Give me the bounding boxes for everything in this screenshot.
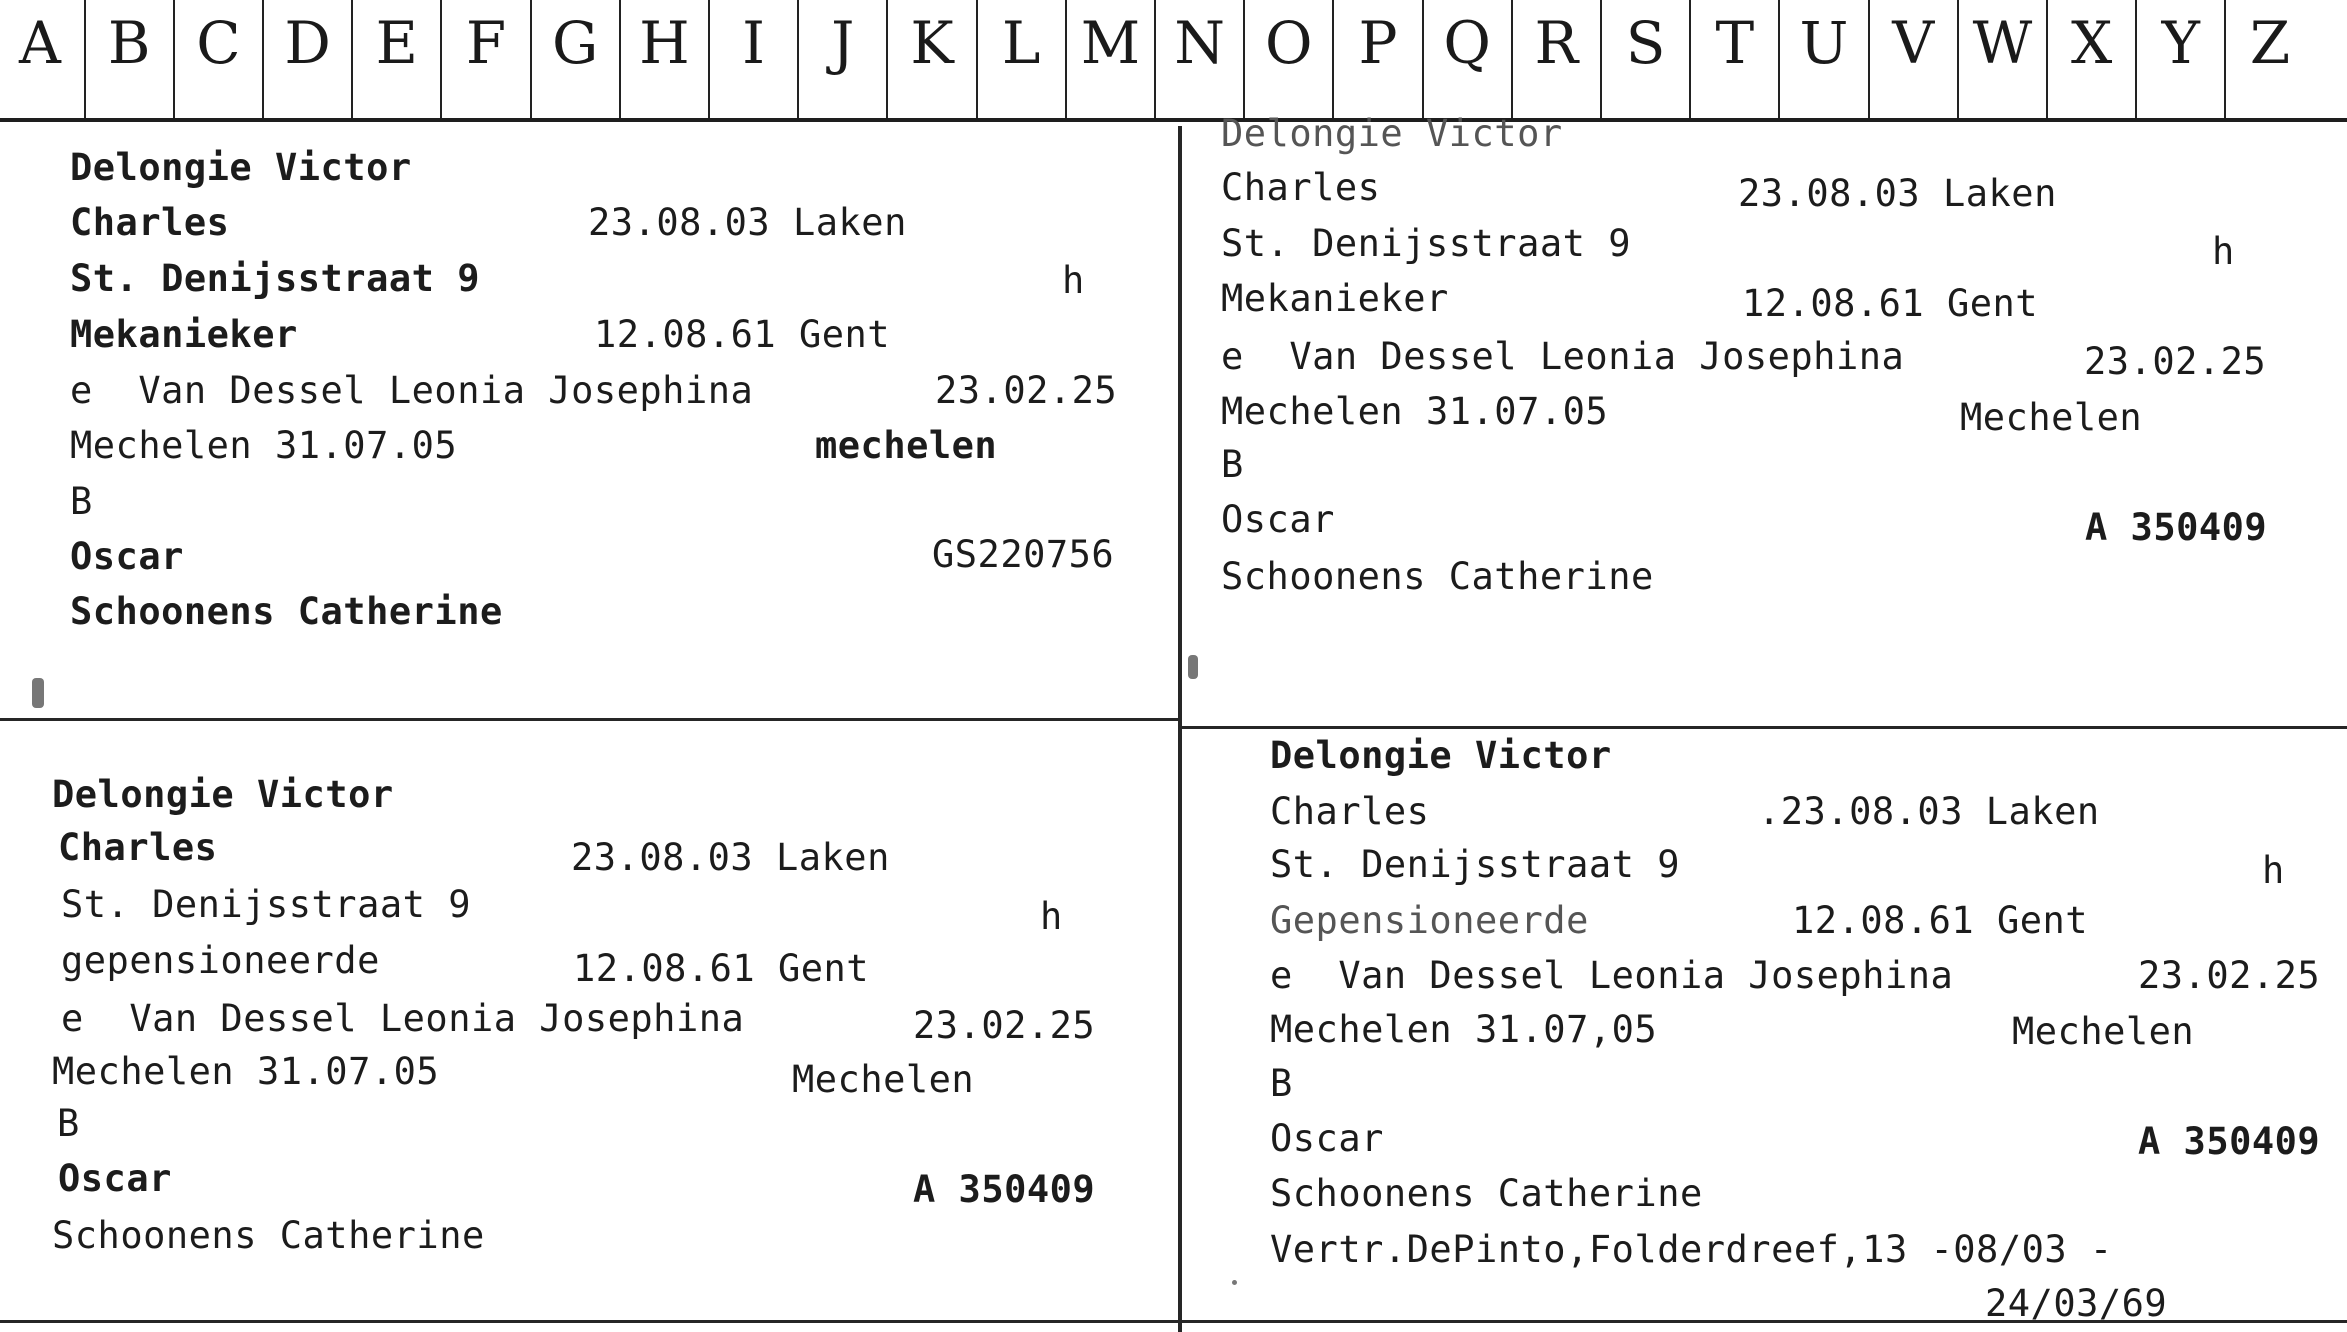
alphabet-letter-q: Q: [1443, 9, 1491, 77]
alphabet-separator: [1422, 0, 1424, 118]
card-second-name: Charles: [58, 826, 218, 869]
alphabet-letter-a: A: [19, 9, 61, 77]
card-spouse-place: Mechelen: [2012, 1010, 2195, 1053]
alphabet-separator: [1511, 0, 1513, 118]
alphabet-separator: [84, 0, 86, 118]
card-spouse-date: 23.02.25: [913, 1004, 1096, 1047]
alphabet-separator: [1065, 0, 1067, 118]
card-event: 12.08.61 Gent: [573, 947, 870, 990]
alphabet-separator: [619, 0, 621, 118]
card-reference: A 350409: [2138, 1120, 2321, 1163]
alphabet-letter-i: I: [742, 9, 766, 77]
card-father: Oscar: [1221, 498, 1335, 541]
alphabet-separator: [1868, 0, 1870, 118]
alphabet-separator: [1778, 0, 1780, 118]
alphabet-separator: [2224, 0, 2226, 118]
card-letter: B: [57, 1102, 80, 1145]
alphabet-letter-h: H: [639, 9, 690, 77]
alphabet-index-strip: [0, 0, 2347, 122]
alphabet-letter-p: P: [1358, 9, 1398, 77]
card-mother: Schoonens Catherine: [52, 1214, 485, 1257]
alphabet-separator: [351, 0, 353, 118]
card-name: Delongie Victor: [1221, 112, 1563, 155]
alphabet-letter-z: Z: [2249, 9, 2291, 77]
card-spouse-place: Mechelen: [1960, 396, 2143, 439]
card-second-name: Charles: [70, 201, 230, 244]
card-letter: B: [70, 480, 93, 523]
card-spouse-birthplace: Mechelen 31.07.05: [70, 424, 458, 467]
card-mother: Schoonens Catherine: [70, 590, 503, 633]
card-occupation: gepensioneerde: [61, 939, 380, 982]
alphabet-separator: [262, 0, 264, 118]
alphabet-letter-v: V: [1892, 9, 1935, 77]
card-spouse: e Van Dessel Leonia Josephina: [61, 997, 745, 1040]
alphabet-letter-b: B: [107, 9, 151, 77]
card-spouse-place: mechelen: [815, 424, 998, 467]
alphabet-letter-u: U: [1799, 9, 1849, 77]
card-letter: B: [1270, 1062, 1293, 1105]
alphabet-separator: [1154, 0, 1156, 118]
card-sex: h: [1062, 259, 1085, 302]
alphabet-separator: [1600, 0, 1602, 118]
card-occupation: Mekanieker: [70, 313, 298, 356]
alphabet-separator: [2135, 0, 2137, 118]
card-second-name: Charles: [1221, 166, 1381, 209]
card-street: St. Denijsstraat 9: [70, 257, 480, 300]
alphabet-separator: [1243, 0, 1245, 118]
card-street: St. Denijsstraat 9: [1221, 222, 1631, 265]
alphabet-separator: [1957, 0, 1959, 118]
right-horizontal-divider: [1182, 726, 2347, 729]
card-event: 12.08.61 Gent: [594, 313, 891, 356]
card-mother: Schoonens Catherine: [1270, 1172, 1703, 1215]
card-reference: GS220756: [932, 533, 1115, 576]
card-mother: Schoonens Catherine: [1221, 555, 1654, 598]
card-letter: B: [1221, 443, 1244, 486]
card-name: Delongie Victor: [52, 773, 394, 816]
alphabet-letter-w: W: [1972, 9, 2033, 77]
card-father: Oscar: [70, 535, 184, 578]
card-sex: h: [2212, 230, 2235, 273]
alphabet-separator: [976, 0, 978, 118]
alphabet-letter-k: K: [910, 9, 954, 77]
alphabet-letter-m: M: [1080, 9, 1141, 77]
card-father: Oscar: [58, 1157, 172, 1200]
card-father: Oscar: [1270, 1117, 1384, 1160]
card-note-date: 24/03/69: [1985, 1282, 2168, 1325]
alphabet-letter-d: D: [284, 9, 331, 77]
alphabet-letter-n: N: [1174, 9, 1225, 77]
card-spouse-place: Mechelen: [792, 1058, 975, 1101]
alphabet-separator: [2046, 0, 2048, 118]
card-birth: .23.08.03 Laken: [1758, 790, 2100, 833]
card-spouse: e Van Dessel Leonia Josephina: [1270, 954, 1954, 997]
alphabet-letter-c: C: [196, 9, 241, 77]
card-name: Delongie Victor: [1270, 734, 1612, 777]
card-spouse-birthplace: Mechelen 31.07.05: [1221, 390, 1609, 433]
card-reference: A 350409: [2085, 506, 2268, 549]
card-event: 12.08.61 Gent: [1742, 282, 2039, 325]
alphabet-letter-f: F: [465, 9, 507, 77]
card-birth: 23.08.03 Laken: [571, 836, 890, 879]
card-spouse-date: 23.02.25: [2138, 954, 2321, 997]
alphabet-separator: [708, 0, 710, 118]
alphabet-letter-l: L: [1001, 9, 1041, 77]
alphabet-letter-y: Y: [2161, 9, 2200, 77]
card-event: 12.08.61 Gent: [1792, 899, 2089, 942]
alphabet-letter-o: O: [1265, 9, 1313, 77]
card-note: Vertr.DePinto,Folderdreef,13 -08/03 -: [1270, 1228, 2113, 1271]
card-street: St. Denijsstraat 9: [61, 883, 471, 926]
alphabet-separator: [173, 0, 175, 118]
card-second-name: Charles: [1270, 790, 1430, 833]
card-birth: 23.08.03 Laken: [1738, 172, 2057, 215]
left-horizontal-divider: [0, 718, 1180, 721]
alphabet-letter-s: S: [1625, 9, 1666, 77]
card-name: Delongie Victor: [70, 146, 412, 189]
card-occupation: Gepensioneerde: [1270, 899, 1589, 942]
alphabet-separator: [1689, 0, 1691, 118]
card-birth: 23.08.03 Laken: [588, 201, 907, 244]
alphabet-letter-r: R: [1534, 9, 1579, 77]
card-occupation: Mekanieker: [1221, 277, 1449, 320]
card-sex: h: [1040, 895, 1063, 938]
alphabet-separator: [530, 0, 532, 118]
card-spouse-birthplace: Mechelen 31.07.05: [52, 1050, 440, 1093]
alphabet-letter-j: J: [831, 9, 855, 77]
card-spouse-date: 23.02.25: [935, 369, 1118, 412]
alphabet-letter-e: E: [375, 9, 418, 77]
card-spouse-birthplace: Mechelen 31.07,05: [1270, 1008, 1658, 1051]
card-spouse: e Van Dessel Leonia Josephina: [70, 369, 754, 412]
vertical-divider: [1178, 126, 1182, 1332]
alphabet-separator: [440, 0, 442, 118]
alphabet-separator: [797, 0, 799, 118]
alphabet-letter-g: G: [552, 9, 599, 77]
alphabet-separator: [886, 0, 888, 118]
alphabet-separator: [1332, 0, 1334, 118]
alphabet-letter-x: X: [2070, 9, 2113, 77]
scan-speck: [1232, 1280, 1237, 1285]
scan-speck: [1188, 655, 1198, 679]
card-sex: h: [2262, 849, 2285, 892]
alphabet-underline: [0, 118, 2347, 122]
card-spouse-date: 23.02.25: [2084, 340, 2267, 383]
card-street: St. Denijsstraat 9: [1270, 843, 1680, 886]
card-reference: A 350409: [913, 1168, 1096, 1211]
scan-speck: [32, 678, 44, 708]
alphabet-letter-t: T: [1715, 9, 1755, 77]
card-spouse: e Van Dessel Leonia Josephina: [1221, 335, 1905, 378]
